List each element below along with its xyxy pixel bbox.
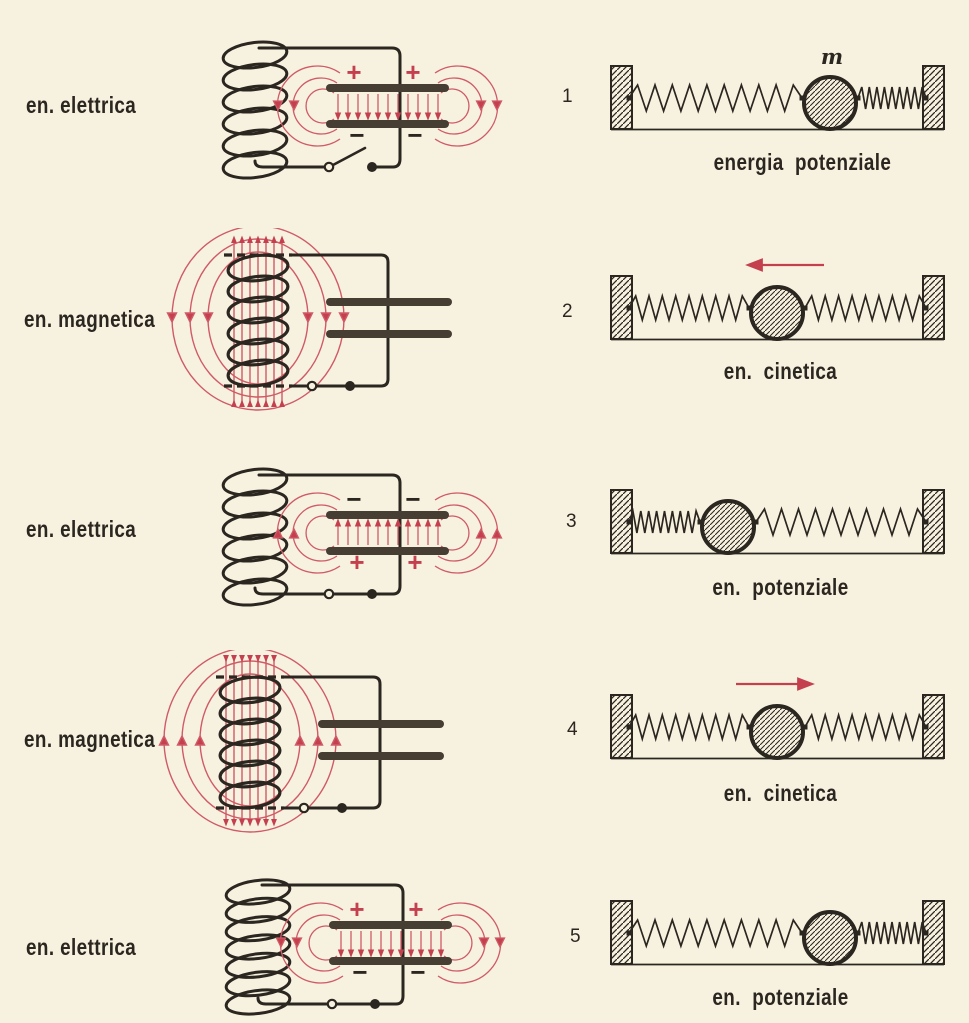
spring-anchor	[627, 96, 632, 101]
field-arrowhead-icon	[493, 529, 502, 538]
spring-anchor	[856, 931, 861, 936]
mech-caption: en. potenziale	[712, 574, 849, 600]
electric-field-lines	[274, 66, 502, 146]
lc-circuit-diagram	[158, 228, 458, 428]
spring-mass-diagram	[605, 881, 950, 976]
energy-label: en. elettrica	[26, 92, 137, 118]
plus-sign: +	[408, 894, 424, 924]
switch-icon	[300, 803, 347, 813]
field-arrowhead-icon	[340, 313, 349, 322]
spring-mass-system	[605, 256, 950, 351]
row-number: 4	[567, 719, 578, 740]
lc-circuit-magnetic	[150, 650, 450, 850]
field-arrowhead-icon	[186, 313, 195, 322]
spring-mass-system	[605, 46, 950, 141]
minus-sign: −	[410, 957, 426, 987]
mass-label: m	[820, 46, 844, 69]
spring-anchor	[627, 931, 632, 936]
spring-anchor	[924, 96, 929, 101]
mech-caption: en. cinetica	[723, 780, 838, 806]
lc-circuit-diagram	[215, 462, 515, 612]
spring-anchor	[924, 306, 929, 311]
field-arrowhead-icon	[496, 938, 505, 947]
spring-right	[858, 922, 926, 944]
spring-mass-diagram	[605, 470, 950, 565]
field-arrowhead-icon	[293, 938, 302, 947]
spring-anchor	[856, 96, 861, 101]
circuit-wire	[292, 255, 388, 386]
lc-circuit-electric	[218, 872, 518, 1022]
field-arrowhead-icon	[322, 313, 331, 322]
plus-sign: +	[349, 547, 365, 577]
spring-right	[756, 509, 926, 535]
field-arrowhead-icon	[477, 529, 486, 538]
spring-anchor	[698, 520, 703, 525]
field-arrowhead-icon	[196, 736, 205, 745]
lc-circuit-electric	[215, 35, 515, 185]
spring-left	[629, 920, 802, 946]
field-arrowhead-icon	[168, 313, 177, 322]
minus-sign: −	[349, 120, 365, 150]
minus-sign: −	[352, 957, 368, 987]
mass-icon	[804, 77, 856, 129]
minus-sign: −	[346, 484, 362, 514]
switch-icon	[325, 589, 377, 599]
field-arrowhead-icon	[178, 736, 187, 745]
spring-mass-system	[605, 675, 950, 770]
spring-mass-system	[605, 881, 950, 976]
lc-circuit-diagram	[215, 35, 515, 185]
spring-anchor	[924, 931, 929, 936]
plus-sign: +	[405, 57, 421, 87]
spring-anchor	[754, 520, 759, 525]
switch-icon	[328, 999, 380, 1009]
field-arrowhead-icon	[277, 938, 286, 947]
energy-label: en. elettrica	[26, 516, 137, 542]
plus-sign: +	[346, 57, 362, 87]
plus-sign: +	[349, 894, 365, 924]
spring-anchor	[747, 306, 752, 311]
field-arrowhead-icon	[304, 313, 313, 322]
spring-left	[629, 296, 749, 320]
spring-mass-system	[605, 470, 950, 565]
spring-left	[629, 511, 700, 533]
mass-icon	[751, 706, 803, 758]
mech-caption: en. cinetica	[723, 358, 838, 384]
row-number: 1	[562, 86, 573, 107]
spring-right	[858, 87, 926, 109]
minus-sign: −	[407, 120, 423, 150]
switch-icon	[325, 148, 377, 172]
spring-right	[805, 296, 926, 320]
field-arrowhead-icon	[290, 101, 299, 110]
energy-label: en. elettrica	[26, 934, 137, 960]
energy-label: en. magnetica	[24, 726, 156, 752]
spring-anchor	[803, 306, 808, 311]
field-arrowhead-icon	[480, 938, 489, 947]
field-arrowhead-icon	[477, 101, 486, 110]
spring-mass-diagram	[605, 675, 950, 770]
mech-caption: energia potenziale	[713, 149, 892, 175]
row-number: 2	[562, 301, 573, 322]
spring-anchor	[924, 520, 929, 525]
switch-icon	[308, 381, 355, 391]
spring-anchor	[627, 725, 632, 730]
spring-left	[629, 85, 802, 111]
spring-anchor	[747, 725, 752, 730]
lc-circuit-diagram	[218, 872, 518, 1022]
field-arrowhead-icon	[296, 736, 305, 745]
row-number: 3	[566, 511, 577, 532]
mass-icon	[702, 501, 754, 553]
spring-mass-diagram	[605, 256, 950, 351]
plus-sign: +	[407, 547, 423, 577]
mech-caption: en. potenziale	[712, 984, 849, 1010]
electric-field-lines	[274, 493, 502, 573]
field-arrowhead-icon	[204, 313, 213, 322]
field-arrowhead-icon	[160, 736, 169, 745]
field-arrowhead-icon	[314, 736, 323, 745]
spring-left	[629, 715, 749, 739]
mass-icon	[751, 287, 803, 339]
lc-circuit-magnetic	[158, 228, 458, 428]
field-arrowhead-icon	[493, 101, 502, 110]
minus-sign: −	[405, 484, 421, 514]
spring-anchor	[924, 725, 929, 730]
spring-anchor	[627, 520, 632, 525]
spring-anchor	[800, 931, 805, 936]
lc-circuit-diagram	[150, 650, 450, 850]
row-number: 5	[570, 926, 581, 947]
mass-icon	[804, 912, 856, 964]
spring-anchor	[803, 725, 808, 730]
spring-anchor	[627, 306, 632, 311]
spring-anchor	[800, 96, 805, 101]
electric-field-lines	[277, 903, 505, 983]
energy-label: en. magnetica	[24, 306, 156, 332]
spring-right	[805, 715, 926, 739]
lc-circuit-electric	[215, 462, 515, 612]
spring-mass-diagram	[605, 46, 950, 141]
field-arrowhead-icon	[290, 529, 299, 538]
field-arrowhead-icon	[332, 736, 341, 745]
